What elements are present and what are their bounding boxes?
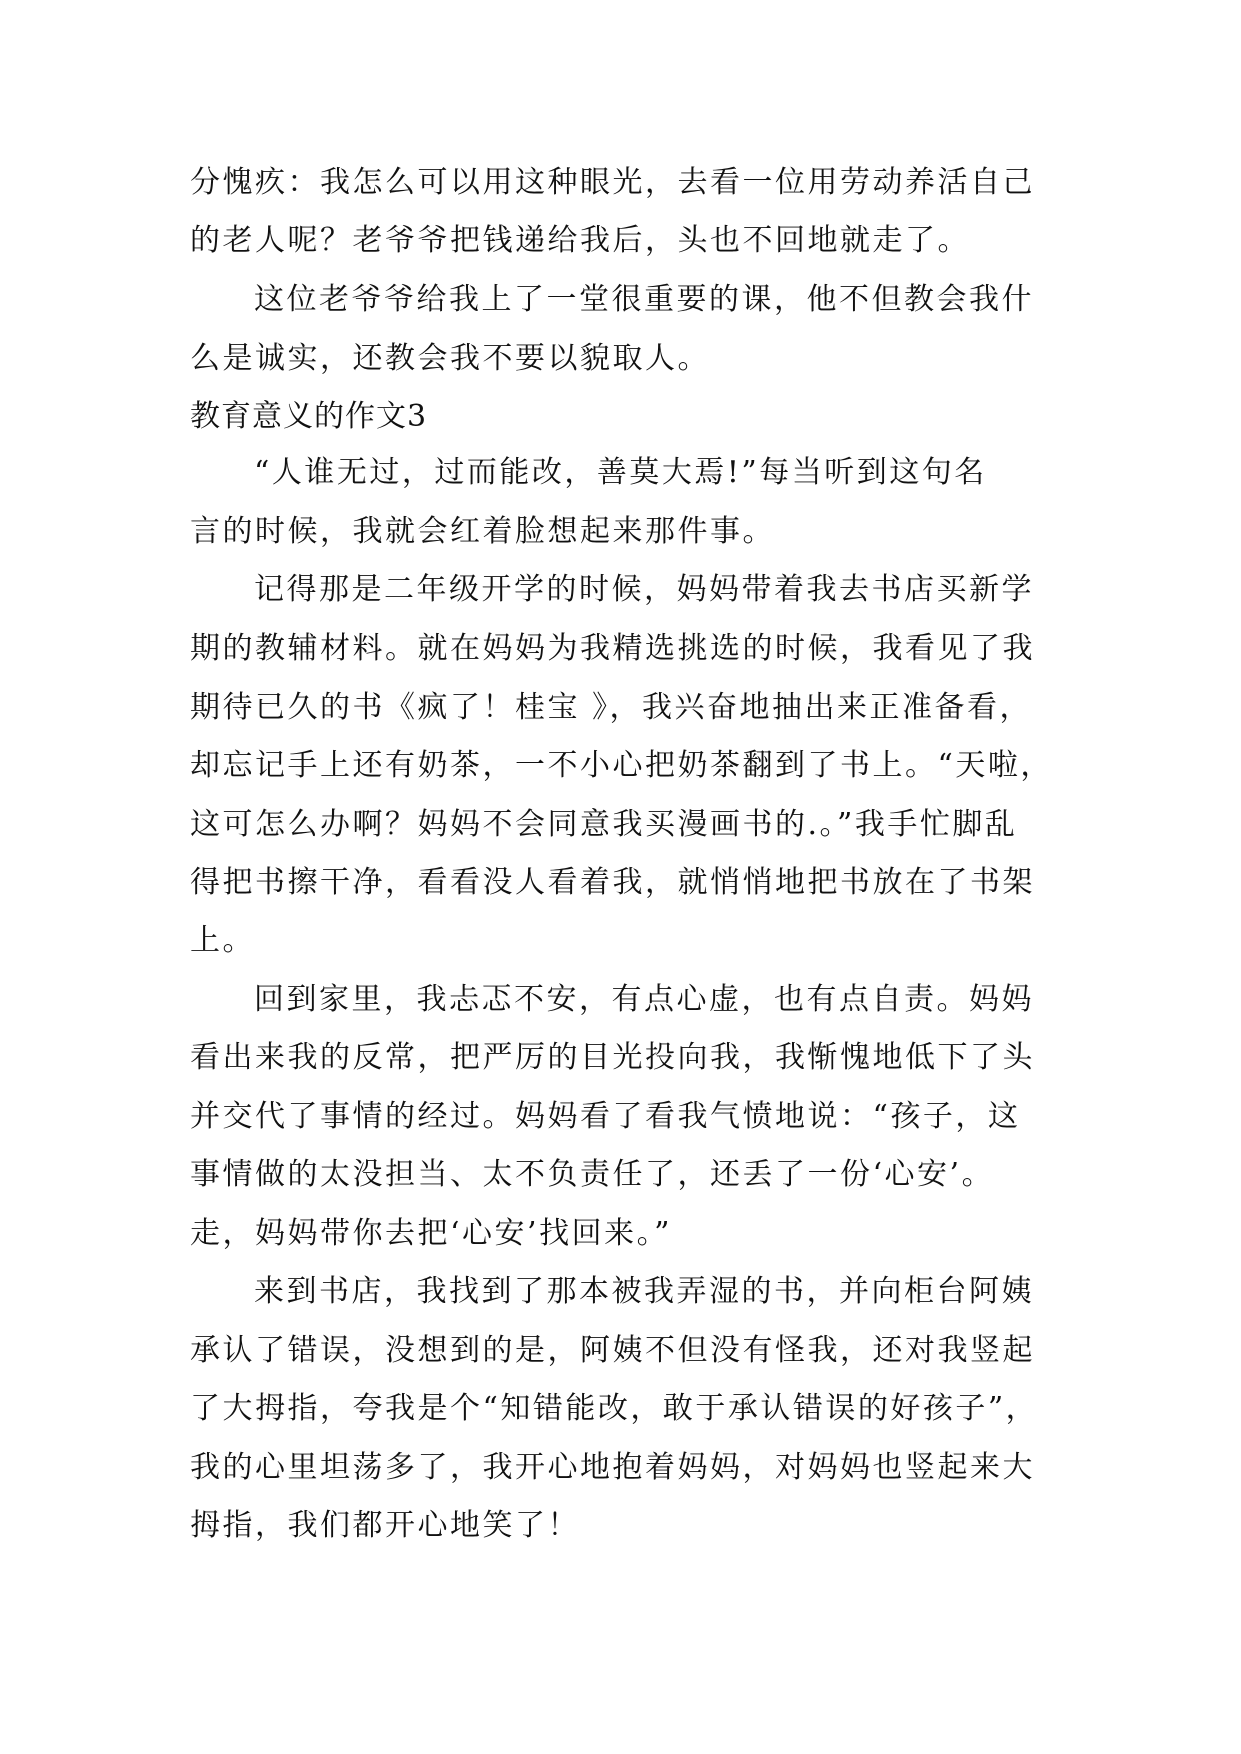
paragraph-first-line: 记得那是二年级开学的时候，妈妈带着我去书店买新学 xyxy=(254,572,1034,607)
text-line: 我的心里坦荡多了，我开心地抱着妈妈，对妈妈也竖起来大 xyxy=(190,1450,1035,1485)
text-line: 拇指，我们都开心地笑了！ xyxy=(190,1508,580,1543)
paragraph-first-line: 来到书店，我找到了那本被我弄湿的书，并向柜台阿姨 xyxy=(254,1274,1034,1309)
text-line: 看出来我的反常，把严厉的目光投向我，我惭愧地低下了头 xyxy=(190,1040,1035,1075)
text-line: 承认了错误，没想到的是，阿姨不但没有怪我，还对我竖起 xyxy=(190,1333,1035,1368)
paragraph-first-line: 这位老爷爷给我上了一堂很重要的课，他不但教会我什 xyxy=(254,282,1034,317)
text-line: 的老人呢？老爷爷把钱递给我后，头也不回地就走了。 xyxy=(190,223,970,258)
text-line: 言的时候，我就会红着脸想起来那件事。 xyxy=(190,514,775,549)
text-line: 期待已久的书《疯了！桂宝 》，我兴奋地抽出来正准备看， xyxy=(190,690,1033,725)
text-line: 却忘记手上还有奶茶，一不小心把奶茶翻到了书上。“天啦， xyxy=(190,748,1053,783)
text-line: 这可怎么办啊？妈妈不会同意我买漫画书的.。”我手忙脚乱 xyxy=(190,807,1018,842)
text-line: 走，妈妈带你去把‘心安’找回来。” xyxy=(190,1216,672,1251)
text-line: 了大拇指，夸我是个“知错能改，敢于承认错误的好孩子”， xyxy=(190,1391,1039,1426)
text-line: 并交代了事情的经过。妈妈看了看我气愤地说：“孩子，这 xyxy=(190,1099,1021,1134)
paragraph-first-line: 回到家里，我忐忑不安，有点心虚，也有点自责。妈妈 xyxy=(254,982,1034,1017)
paragraph-first-line: “人谁无过，过而能改，善莫大焉!”每当听到这句名 xyxy=(254,455,987,490)
text-line: 么是诚实，还教会我不要以貌取人。 xyxy=(190,341,710,376)
text-line: 事情做的太没担当、太不负责任了，还丢了一份‘心安’。 xyxy=(190,1157,995,1192)
text-line: 上。 xyxy=(190,923,255,958)
text-line: 分愧疚：我怎么可以用这种眼光，去看一位用劳动养活自己 xyxy=(190,165,1035,200)
text-line: 得把书擦干净，看看没人看着我，就悄悄地把书放在了书架 xyxy=(190,865,1035,900)
essay-heading: 教育意义的作文3 xyxy=(190,399,428,434)
text-line: 期的教辅材料。就在妈妈为我精选挑选的时候，我看见了我 xyxy=(190,631,1035,666)
